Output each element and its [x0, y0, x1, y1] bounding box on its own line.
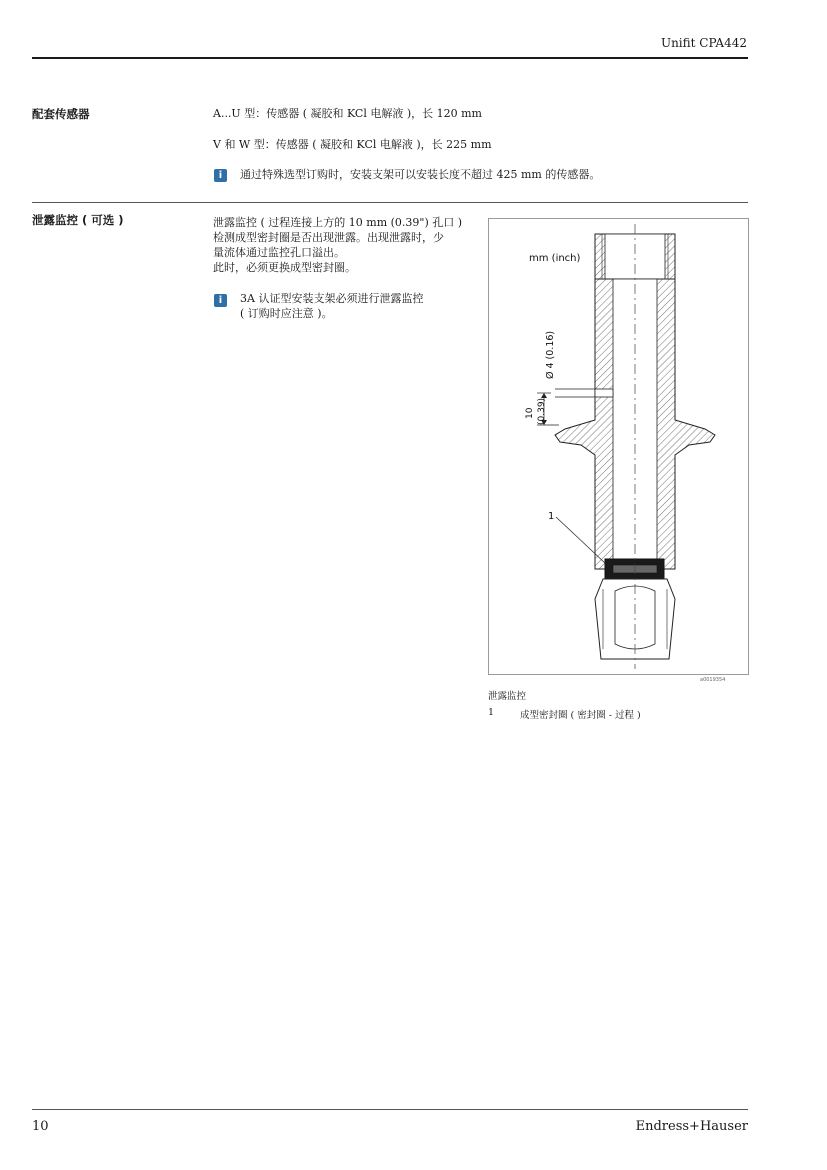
callout-number: 1 — [548, 511, 555, 522]
unit-label: mm (inch) — [529, 253, 581, 264]
page-number: 10 — [32, 1119, 49, 1134]
leak-paragraph — [213, 215, 483, 275]
leak-line-3: 量流体通过监控孔口溢出。 — [213, 246, 345, 259]
legend-text: 成型密封圈 ( 密封圈 - 过程 ) — [520, 710, 641, 721]
leak-note-line-1: 3A 认证型安装支架必须进行泄露监控 — [240, 292, 424, 305]
sensor-line-au: A...U 型：传感器 ( 凝胶和 KCl 电解液 )，长 120 mm — [213, 107, 482, 120]
dimension-diameter: Ø 4 (0.16) — [545, 330, 556, 379]
leak-monitoring-drawing — [489, 219, 748, 674]
dimension-height-mm: 10 — [525, 407, 535, 419]
figure-frame — [488, 218, 749, 675]
section-divider — [32, 202, 748, 203]
figure-caption: 泄露监控 — [488, 691, 527, 702]
figure-code: a0019354 — [700, 677, 726, 683]
leak-line-2: 检测成型密封圈是否出现泄露。出现泄露时，少 — [213, 231, 444, 244]
product-name: Unifit CPA442 — [660, 36, 747, 50]
dimension-height-inch: (0.39) — [537, 397, 547, 425]
sensor-note: 通过特殊选型订购时，安装支架可以安装长度不超过 425 mm 的传感器。 — [240, 168, 601, 181]
leak-line-1: 泄露监控 ( 过程连接上方的 10 mm (0.39") 孔口 ) — [213, 216, 463, 229]
section-title-sensors: 配套传感器 — [32, 107, 90, 121]
header-rule — [32, 57, 748, 59]
info-icon: i — [214, 294, 227, 307]
leak-note-line-2: ( 订购时应注意 )。 — [240, 307, 333, 320]
section-title-leak: 泄露监控 ( 可选 ) — [32, 213, 124, 227]
legend-number: 1 — [488, 707, 495, 718]
footer-rule — [32, 1109, 748, 1110]
leak-note — [240, 291, 480, 321]
info-icon: i — [214, 169, 227, 182]
sensor-line-vw: V 和 W 型：传感器 ( 凝胶和 KCl 电解液 )，长 225 mm — [213, 138, 492, 151]
monitoring-hole — [595, 389, 613, 397]
brand-name: Endress+Hauser — [635, 1119, 748, 1134]
leak-line-4: 此时，必须更换成型密封圈。 — [213, 261, 356, 274]
